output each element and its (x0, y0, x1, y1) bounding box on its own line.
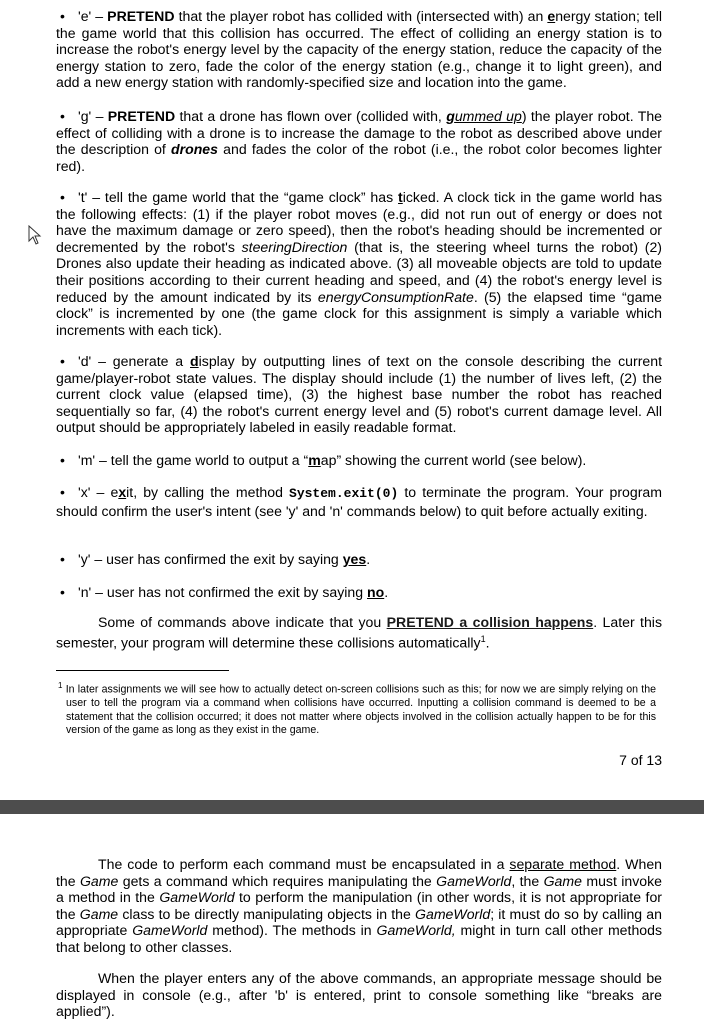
footnote-body: In later assignments we will see how to actually detect on-screen collisions such as this; for now we are simply relying on the user to tell the program via a command when collisions have occurred. Inputting a collision command is deemed to be a statement that the collision occurred; it does not matter where objects involved in the collision actually happen to be for this version of the game as long as they exist in the game. (65, 683, 657, 737)
exit-letters-it: it (126, 484, 134, 500)
console-message-text: When the player enters any of the above commands, an appropriate message should be displayed in console (e.g., after 'b' is entered, print to console something like “breaks are applied”). (56, 970, 662, 1020)
bullet-y-text (56, 551, 662, 568)
pretend-label: PRETEND (107, 8, 175, 24)
bullet-e-text (56, 8, 662, 91)
bullet-t-text (56, 189, 662, 338)
footnote-separator (56, 670, 229, 671)
command-key-e: 'e' (78, 8, 92, 24)
bullet-dot: • (60, 353, 65, 369)
bullet-m-text-1: – tell the game world to output a “ (95, 452, 309, 468)
pretend-label: PRETEND (107, 108, 176, 124)
underlined-letter: e (547, 8, 556, 24)
gameworld-term: GameWorld (159, 889, 235, 906)
collision-paragraph (56, 614, 662, 651)
steering-direction-term: steeringDirection (241, 238, 348, 255)
collision-text (56, 614, 662, 651)
p1-text-5: must invoke a method in the (56, 872, 662, 906)
bullet-m-command (56, 452, 662, 469)
bullet-dot: • (60, 484, 65, 500)
game-term: Game (543, 872, 582, 889)
bullet-t-text-2: icked. A clock tick in the game world has the following effects: (1) if the player robot moves (e.g., did not run out of energy or does not have the maximum damage or zero speed), then the robot's heading should be incremented or decremented by the robot's (56, 189, 662, 255)
bullet-g-command (56, 108, 662, 174)
gummed-up-text: ummed up (454, 108, 522, 124)
bullet-g-text-3: and fades the color of the robot (i.e., the robot color becomes lighter red). (56, 141, 662, 174)
bullet-m-text-2: ap” showing the current world (see below). (320, 452, 587, 468)
p1-text-3: gets a command which requires manipulating the (118, 872, 437, 889)
bullet-g-text (56, 108, 662, 174)
bullet-d-text-2: isplay by outputting lines of text on the console describing the current game/player-robot state values. The display should include (1) the number of lives left, (2) the current clock value (elapsed time), (3) the highest base number the robot has reached sequentially so far, (4) the robot's current energy level and (5) robot's current damage level. All output should be appropriately labeled in easily readable format. (56, 353, 663, 436)
exit-letter-e: e (110, 484, 119, 500)
command-key-g: 'g' (78, 108, 92, 124)
bullet-n-command (56, 584, 662, 601)
gameworld-term: GameWorld (415, 905, 491, 922)
bullet-dot: • (60, 189, 65, 205)
gameworld-term: GameWorld (132, 922, 208, 939)
bullet-y-text-1: – user has confirmed the exit by saying (90, 551, 343, 567)
system-exit-code: System.exit(0) (289, 486, 399, 501)
bullet-g-text-1: that a drone has flown over (collided with, (175, 108, 447, 124)
bullet-m-text (56, 452, 662, 469)
gameworld-term: GameWorld, (376, 922, 456, 939)
bullet-y-command (56, 551, 662, 568)
bullet-g-text-2: ) the player robot. The effect of colliding with a drone is to increase the damage to the robot as described above under the description of (56, 108, 662, 158)
bullet-e-text-2: nergy station; tell the game world that this collision has occurred. The effect of colliding an energy station is to increase the robot's energy level by the capacity of the energy station, reduce the capacity of the energy station to zero, fade the color of the energy station (e.g., change it to light green), and add a new energy station with randomly-specified size and location into the game. (56, 8, 662, 91)
bullet-dot: • (60, 8, 65, 24)
footnote-text (56, 679, 656, 738)
dash: – (91, 108, 108, 124)
command-key-n: 'n' (78, 584, 92, 600)
energy-consumption-term: energyConsumptionRate (317, 288, 474, 305)
bullet-dot: • (60, 551, 65, 567)
p1-text-8: ; it must do so by calling an appropriate (56, 905, 662, 939)
bullet-t-command (56, 189, 662, 338)
pretend-collision-emphasis: PRETEND a collision happens (386, 614, 594, 630)
no-word: no (367, 584, 385, 600)
bullet-dot: • (60, 452, 65, 468)
command-key-y: 'y' (78, 551, 91, 567)
bullet-d-command (56, 353, 662, 436)
bullet-x-text-3: to terminate the program. Your program should confirm the user's intent (see 'y' and 'n' commands below) to quit before actually exiting. (56, 484, 663, 519)
encapsulation-text (56, 856, 662, 956)
bullet-x-text-1: – (90, 484, 111, 500)
page-break-bar (0, 800, 704, 814)
underlined-letter: d (190, 353, 199, 369)
command-key-t: 't' (78, 189, 88, 205)
bullet-x-command (56, 484, 662, 519)
mouse-cursor-icon (28, 225, 42, 245)
bullet-t-text-1: – tell the game world that the “game clock” has (87, 189, 399, 205)
p1-text-6: to perform the manipulation (in other words, it is not appropriate for the (56, 889, 662, 922)
footnote (56, 679, 656, 738)
bullet-t-text-3: (that is, the steering wheel turns the robot) (2) Drones also update their heading as indicated above. (3) all moveable objects are told to update their positions according to their current heading and speed, and (4) the robot's energy level is reduced by the amount indicated by its (56, 238, 662, 305)
dash: – (91, 8, 108, 24)
page-number: 7 of 13 (619, 752, 662, 768)
underlined-letter: m (308, 452, 321, 468)
bullet-x-text (56, 484, 662, 519)
gameworld-term: GameWorld (436, 872, 512, 889)
footnote-number: 1 (58, 681, 63, 690)
next-page-paragraph-2 (56, 970, 662, 1020)
game-term: Game (79, 905, 119, 922)
p1-text-1: The code to perform each command must be encapsulated in a (98, 856, 510, 872)
bullet-dot: • (60, 108, 65, 124)
bullet-n-text (56, 584, 662, 601)
command-key-m: 'm' (78, 452, 96, 468)
period: . (366, 551, 371, 567)
p1-text-2: . When the (56, 856, 662, 889)
underlined-letter: x (118, 484, 127, 500)
period: . (384, 584, 389, 600)
command-key-x: 'x' (78, 484, 91, 500)
bullet-x-text-2: , by calling the method (133, 484, 290, 500)
period: . (485, 634, 490, 651)
separate-method-term: separate method (509, 856, 617, 872)
bullet-e-text-1: that the player robot has collided with (intersected with) an (174, 8, 548, 24)
underlined-letter: t (398, 189, 403, 205)
collision-text-2: . Later this semester, your program will determine these collisions automatically (56, 614, 662, 651)
p1-text-4: , the (511, 872, 544, 889)
bullet-d-text (56, 353, 662, 436)
p1-text-9: method). The methods in (207, 922, 377, 939)
game-term: Game (79, 872, 119, 889)
p1-text-10: might in turn call other methods that belong to other classes. (56, 922, 663, 955)
p1-text-7: class to be directly manipulating objects in the (118, 905, 416, 922)
bullet-t-text-4: . (5) the elapsed time “game clock” is incremented by one (the game clock for this assignment is simply a variable which increments with each tick). (56, 288, 662, 338)
collision-text-1: Some of commands above indicate that you (98, 614, 387, 630)
next-page-paragraph-1 (56, 856, 662, 956)
underlined-letter: g (446, 108, 455, 124)
drones-term: drones (171, 141, 218, 158)
bullet-e-command (56, 8, 662, 91)
footnote-reference: 1 (480, 633, 486, 644)
yes-word: yes (342, 551, 367, 567)
command-key-d: 'd' (78, 353, 92, 369)
bullet-d-text-1: – generate a (91, 353, 191, 369)
bullet-dot: • (60, 584, 65, 600)
bullet-n-text-1: – user has not confirmed the exit by saying (91, 584, 367, 600)
